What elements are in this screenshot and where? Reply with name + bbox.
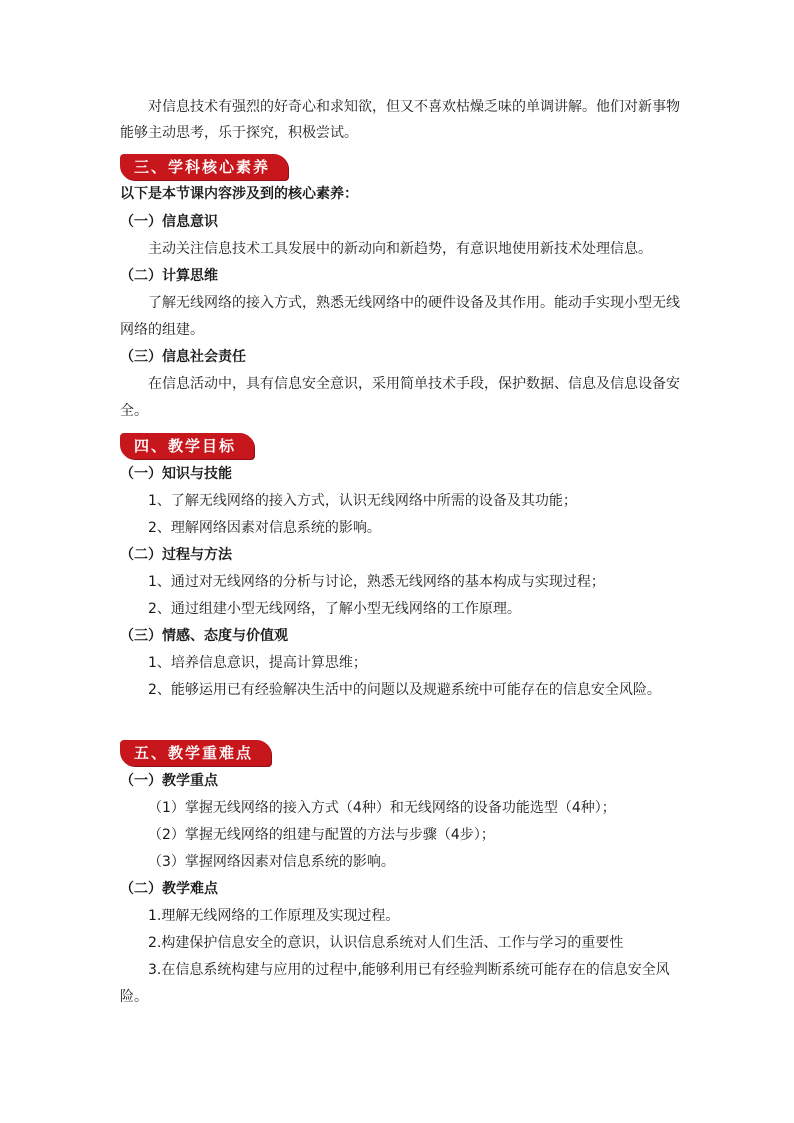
section-4-sub-3-item-2: 2、能够运用已有经验解决生活中的问题以及规避系统中可能存在的信息安全风险。 — [148, 682, 661, 698]
section-5-sub-1-item-3: （3）掌握网络因素对信息系统的影响。 — [148, 854, 395, 870]
section-3-sub-1-title: （一）信息意识 — [120, 214, 218, 230]
section-5-sub-2-item-3a: 3.在信息系统构建与应用的过程中,能够利用已有经验判断系统可能存在的信息安全风 — [148, 962, 670, 978]
section-4-sub-2-item-1: 1、通过对无线网络的分析与讨论，熟悉无线网络的基本构成与实现过程； — [148, 574, 605, 590]
section-4-sub-1-title: （一）知识与技能 — [120, 466, 232, 482]
section-4-sub-1-item-1: 1、了解无线网络的接入方式，认识无线网络中所需的设备及其功能； — [148, 493, 577, 509]
intro-line-2: 能够主动思考，乐于探究，积极尝试。 — [120, 125, 358, 141]
section-3-lead: 以下是本节课内容涉及到的核心素养： — [120, 186, 358, 202]
section-5-sub-2-item-1: 1.理解无线网络的工作原理及实现过程。 — [148, 908, 400, 924]
section-5-sub-1-item-2: （2）掌握无线网络的组建与配置的方法与步骤（4步）； — [148, 827, 495, 843]
section-3-sub-2-text-1: 了解无线网络的接入方式，熟悉无线网络中的硬件设备及其作用。能动手实现小型无线 — [148, 295, 680, 311]
section-5-sub-2-title: （二）教学难点 — [120, 881, 218, 897]
section-3-sub-2-title: （二）计算思维 — [120, 268, 218, 284]
section-4-sub-2-title: （二）过程与方法 — [120, 547, 232, 563]
section-4-banner: 四、教学目标 — [120, 433, 254, 459]
section-4-sub-2-item-2: 2、通过组建小型无线网络，了解小型无线网络的工作原理。 — [148, 601, 521, 617]
section-4-sub-3-item-1: 1、培养信息意识，提高计算思维； — [148, 655, 367, 671]
section-3-banner: 三、学科核心素养 — [120, 154, 288, 180]
section-5-sub-1-item-1: （1）掌握无线网络的接入方式（4种）和无线网络的设备功能选型（4种）； — [148, 800, 616, 816]
section-5-sub-1-title: （一）教学重点 — [120, 773, 218, 789]
section-3-sub-3-text-1: 在信息活动中，具有信息安全意识，采用简单技术手段，保护数据、信息及信息设备安 — [148, 376, 680, 392]
section-5-sub-2-item-3b: 险。 — [120, 989, 148, 1005]
section-3-sub-1-text: 主动关注信息技术工具发展中的新动向和新趋势，有意识地使用新技术处理信息。 — [148, 241, 652, 257]
section-3-sub-2-text-2: 网络的组建。 — [120, 322, 204, 338]
section-3-sub-3-text-2: 全。 — [120, 403, 148, 419]
section-3-sub-3-title: （三）信息社会责任 — [120, 349, 246, 365]
section-4-sub-1-item-2: 2、理解网络因素对信息系统的影响。 — [148, 520, 381, 536]
intro-line-1: 对信息技术有强烈的好奇心和求知欲，但又不喜欢枯燥乏味的单调讲解。他们对新事物 — [148, 99, 680, 115]
section-4-sub-3-title: （三）情感、态度与价值观 — [120, 628, 288, 644]
section-5-sub-2-item-2: 2.构建保护信息安全的意识，认识信息系统对人们生活、工作与学习的重要性 — [148, 935, 624, 951]
section-5-banner: 五、教学重难点 — [120, 740, 271, 766]
